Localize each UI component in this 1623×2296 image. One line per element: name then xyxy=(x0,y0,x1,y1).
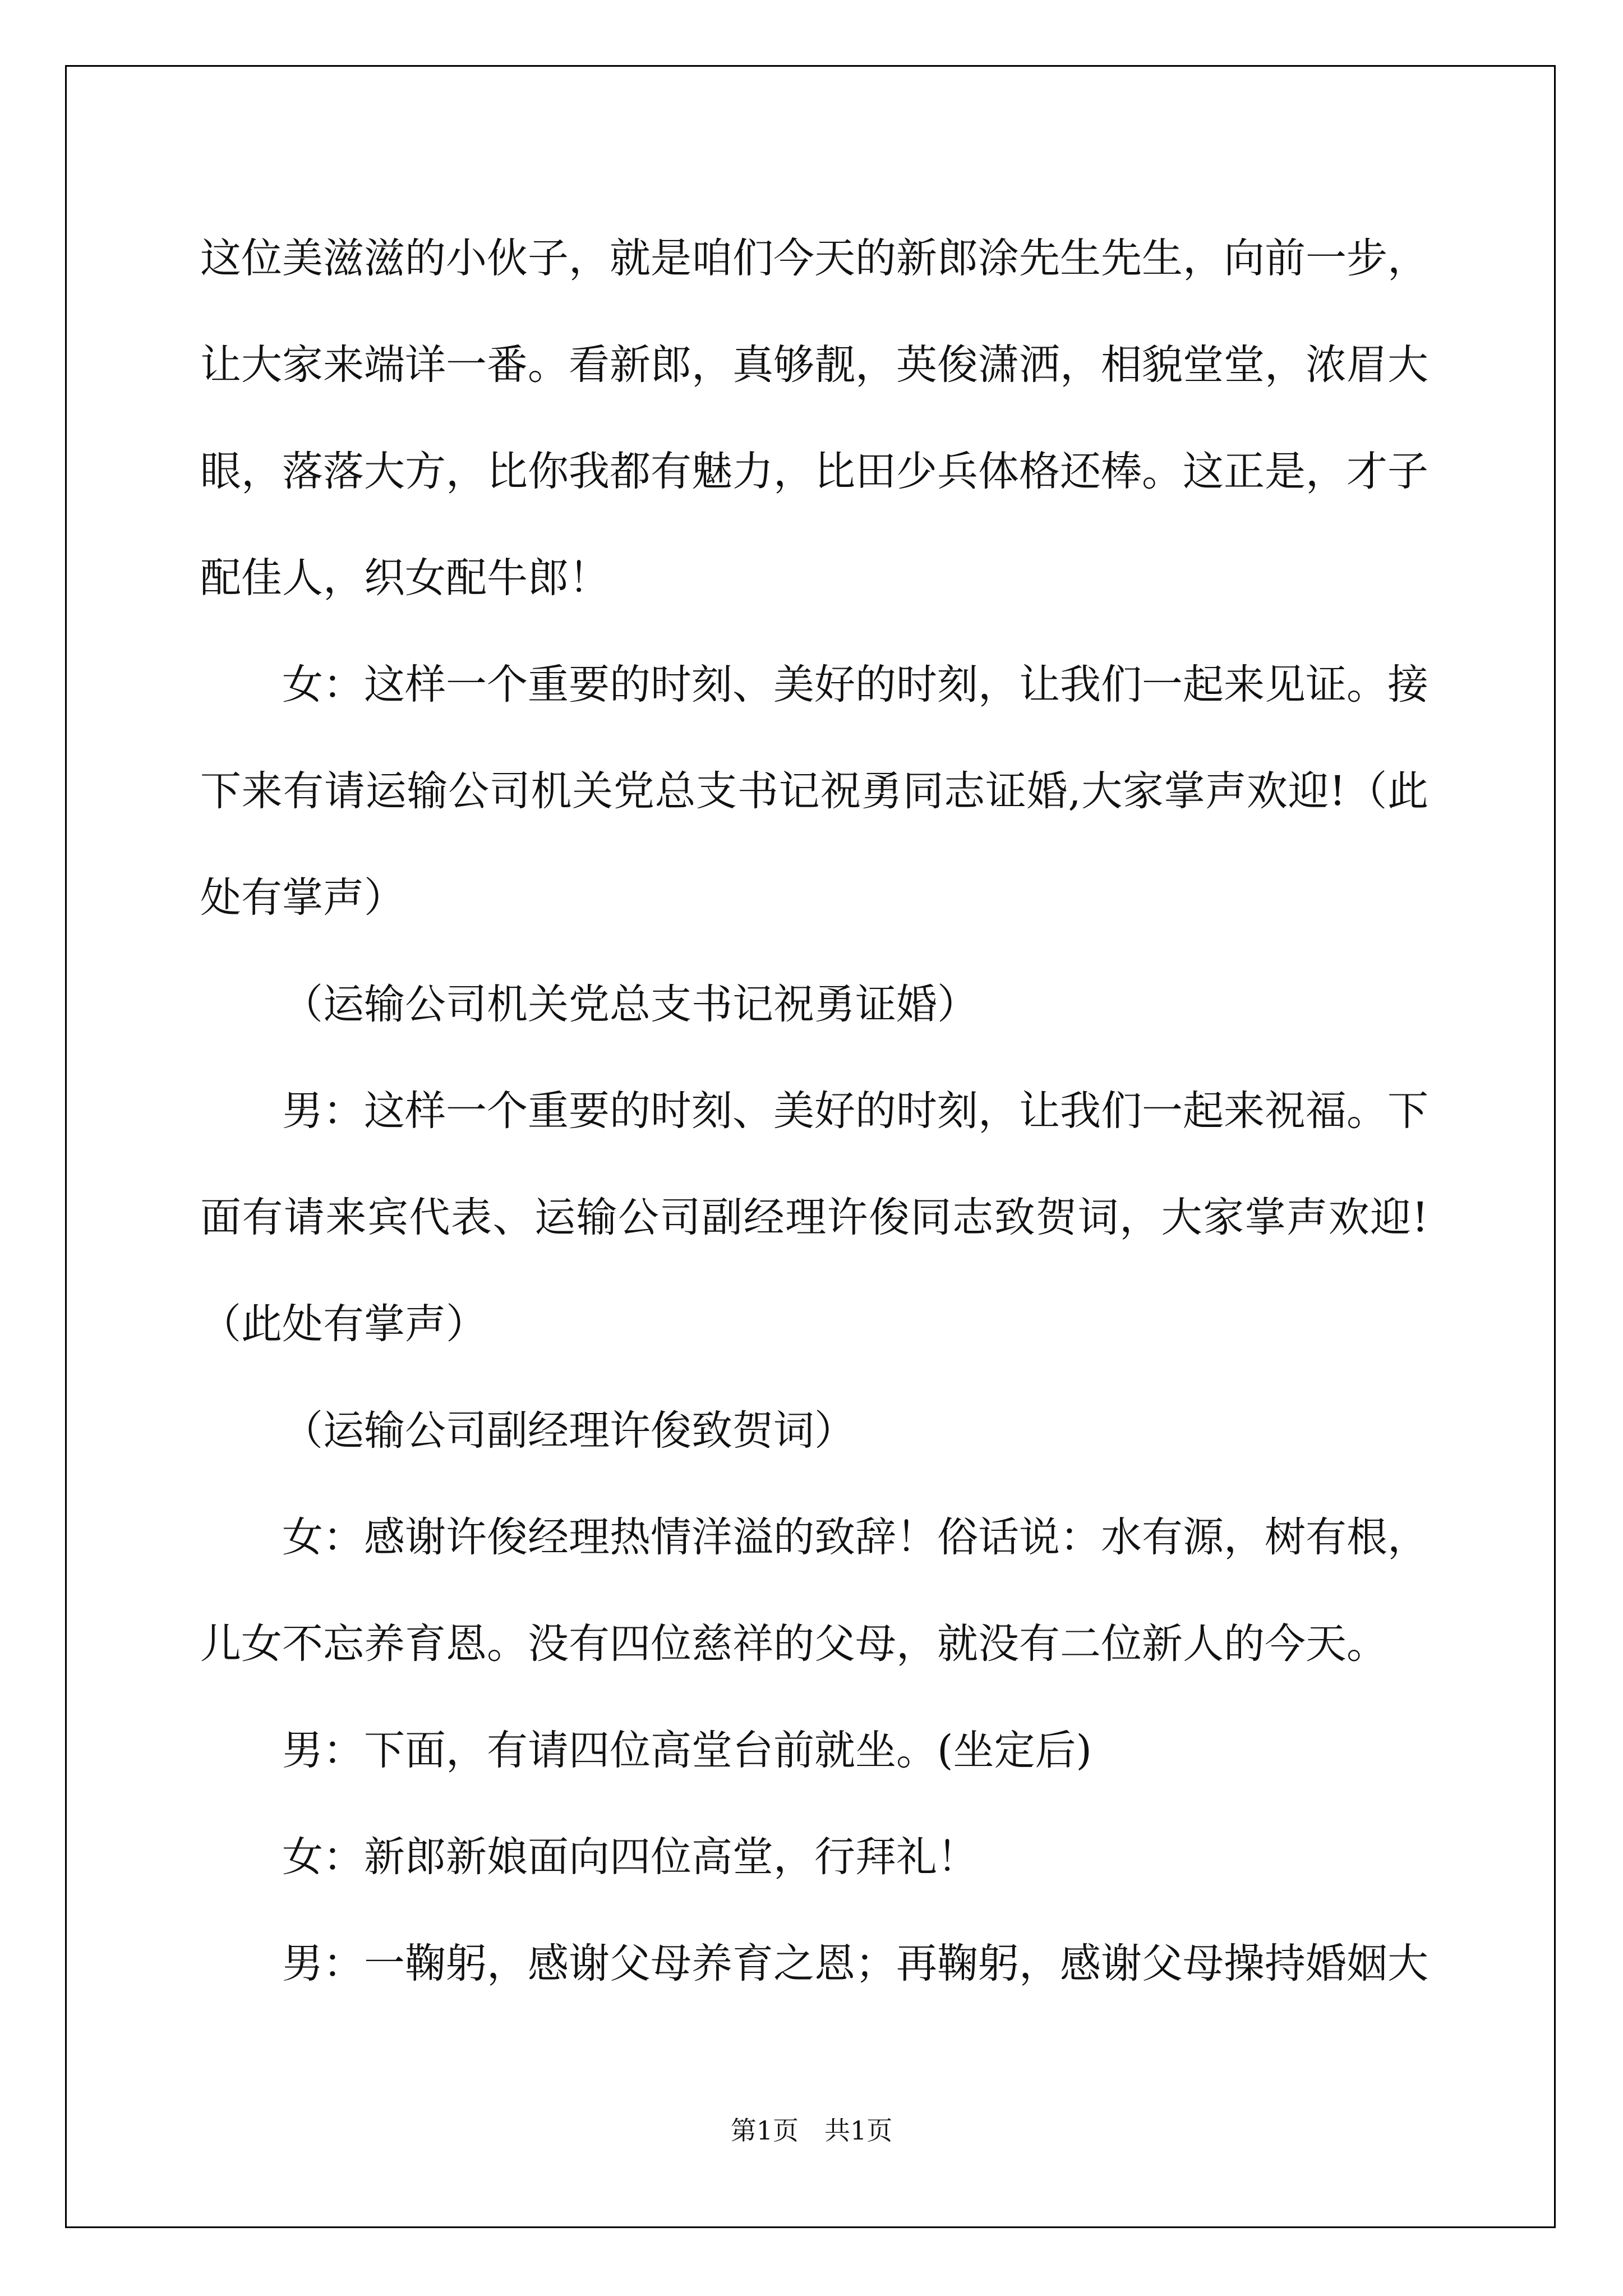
paragraph-5: （运输公司副经理许俊致贺词） xyxy=(282,1407,855,1455)
paragraph-8: 女：新郎新娘面向四位高堂，行拜礼！ xyxy=(282,1833,978,1881)
paragraph-9: 男：一鞠躬，感谢父母养育之恩；再鞠躬，感谢父母操持婚姻大 xyxy=(282,1940,1428,1987)
paragraph-1: 这位美滋滋的小伙子，就是咱们今天的新郎涂先生先生，向前一步，让大家来端详一番。看新郎，真够靓，英俊潇洒，相貌堂堂，浓眉大眼，落落大方，比你我都有魅力，比田少兵体格还棒。这正是，才子配佳人，织女配牛郎！ xyxy=(200,234,1428,602)
paragraph-7: 男：下面，有请四位高堂台前就坐。(坐定后) xyxy=(282,1727,1092,1774)
page-number-footer: 第1页 共1页 xyxy=(730,2115,893,2146)
document-body xyxy=(200,205,1428,2017)
paragraph-6: 女：感谢许俊经理热情洋溢的致辞！俗话说：水有源，树有根，儿女不忘养育恩。没有四位慈祥的父母，就没有二位新人的今天。 xyxy=(200,1513,1428,1668)
paragraph-2: 女：这样一个重要的时刻、美好的时刻，让我们一起来见证。接下来有请运输公司机关党总支书记祝勇同志证婚,大家掌声欢迎!（此处有掌声） xyxy=(200,661,1428,922)
paragraph-3: （运输公司机关党总支书记祝勇证婚） xyxy=(282,981,978,1028)
paragraph-4: 男：这样一个重要的时刻、美好的时刻，让我们一起来祝福。下面有请来宾代表、运输公司副经理许俊同志致贺词，大家掌声欢迎!（此处有掌声） xyxy=(200,1087,1428,1348)
